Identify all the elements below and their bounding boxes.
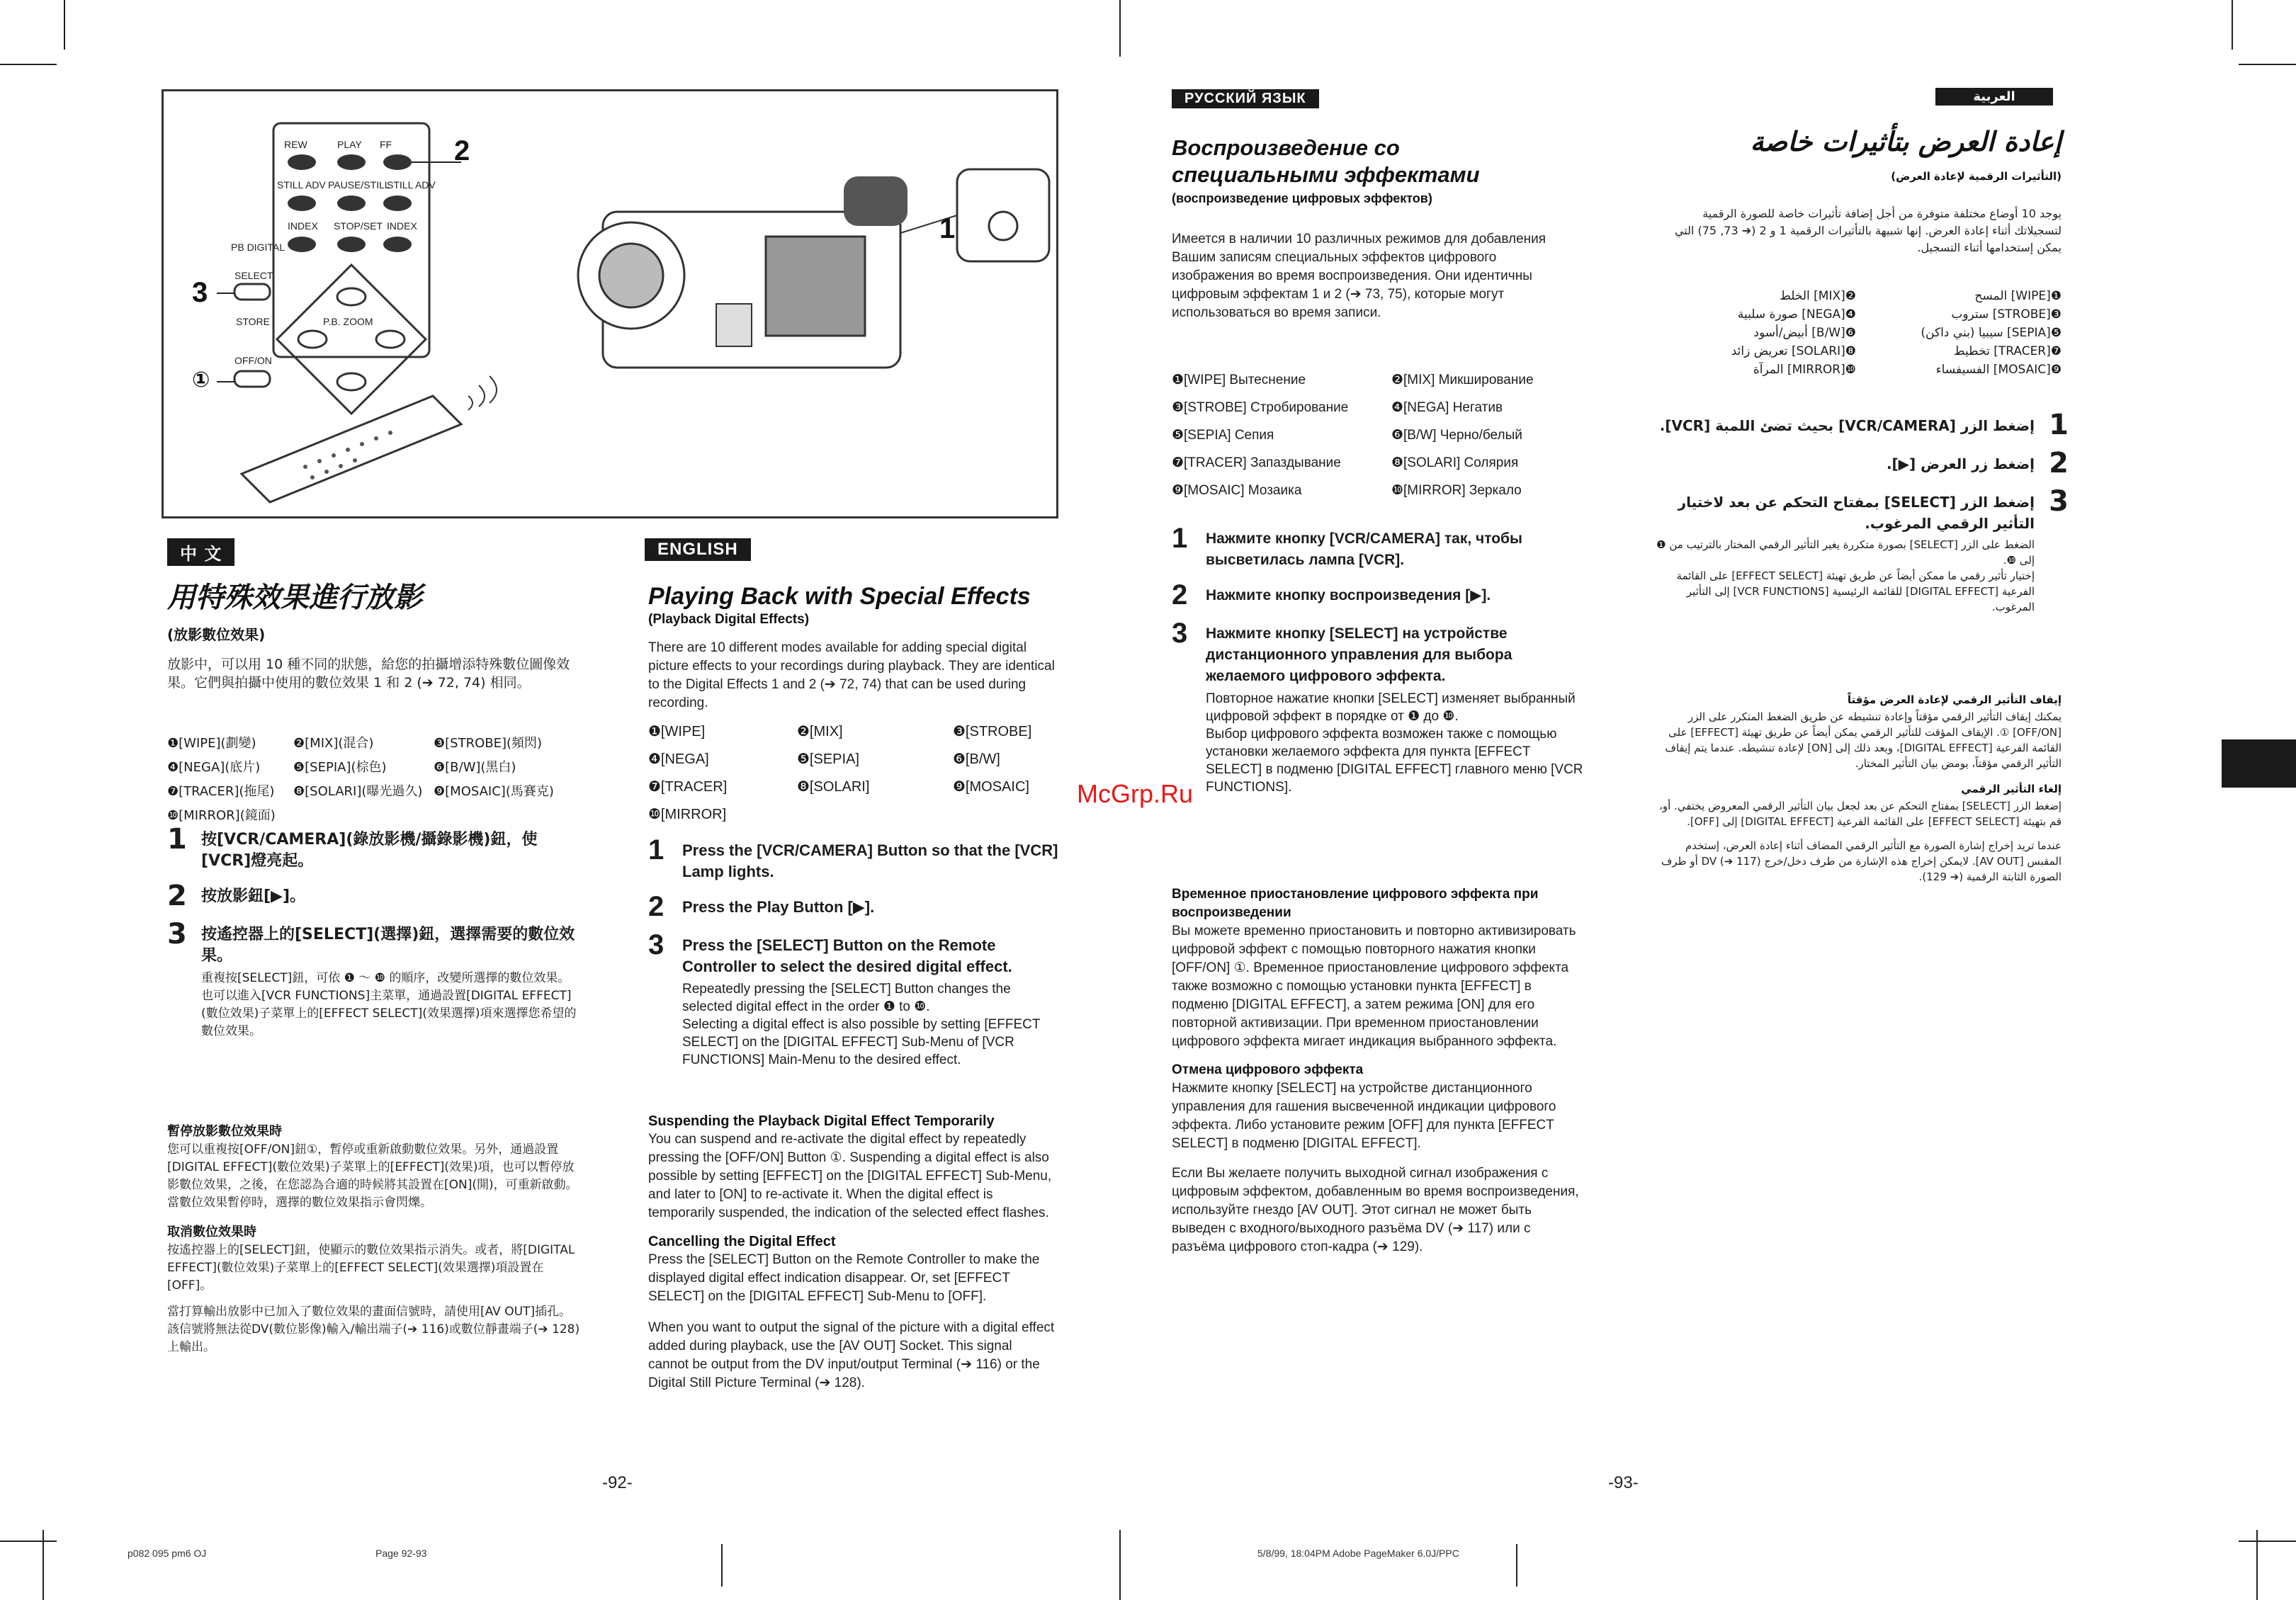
step-number: 3 <box>1172 618 1188 649</box>
footer-file: p082 095 pm6 OJ <box>128 1548 207 1559</box>
callout-2: 2 <box>454 135 470 166</box>
page-number-right: -93- <box>1608 1473 1639 1492</box>
step-text: Press the [VCR/CAMERA] Button so that the [VCR] Lamp lights. <box>682 841 1058 880</box>
step <box>648 836 1059 883</box>
arabic-sec2-body: إضغط الزر [SELECT] بمفتاح التحكم عن بعد لجعل بيان التأثير الرقمي المعروض يختفي. أو، قم بتهيئة [EFFECT SELECT] على القائمة الفرعية [DIGITAL EFFECT] إلى [OFF]. <box>1659 800 2062 828</box>
effect-item: ❻[B/W](黑白) <box>434 760 516 775</box>
crop-mark <box>0 1541 57 1542</box>
effect-item: ❹[NEGA](底片) <box>167 760 261 775</box>
effect-item: ❼[TRACER](拖尾) <box>167 784 275 799</box>
effect-item: ❾[MOSAIC] Мозаика <box>1172 483 1302 498</box>
english-subtitle: (Playback Digital Effects) <box>648 612 810 627</box>
step <box>1651 487 2069 615</box>
step <box>648 931 1059 1069</box>
russian-effects-list <box>1172 372 1590 499</box>
crop-mark <box>2239 64 2296 65</box>
effect-item: ❾[MOSAIC] <box>953 779 1029 795</box>
callout-circle-1: ① <box>192 368 210 392</box>
remote-label-rew: REW <box>284 139 307 150</box>
step-detail: Repeatedly pressing the [SELECT] Button changes the selected digital effect in the order ❶ to ❿. Selecting a digital effect is also possible by setting [EFFECT SELECT] on the [DIGITAL EFFECT] Sub-Menu of [VCR FUNCTIONS] Main-Menu to the desired effect. <box>682 982 1041 1067</box>
chinese-notes <box>167 1123 582 1365</box>
effect-item: ❻[B/W] Черно/белый <box>1391 428 1522 443</box>
russian-steps <box>1172 524 1590 806</box>
step-number: 2 <box>167 880 187 912</box>
step-number: 3 <box>2049 485 2069 518</box>
russian-sec3-body: Если Вы желаете получить выходной сигнал изображения с цифровым эффектом, добавленным во время воспроизведения, используйте гнездо [AV OUT]. Этот сигнал не может быть выведен с входного/выходного разъёма DV (➔ 117) или с разъёма цифрового стоп-кадра (➔ 129). <box>1172 1166 1579 1254</box>
step-number: 2 <box>2049 447 2069 480</box>
effect-item: ❻[B/W] <box>953 751 1000 767</box>
step-number: 1 <box>167 823 187 856</box>
english-sec2-title: Cancelling the Digital Effect <box>648 1234 836 1249</box>
step-number: 2 <box>648 891 665 922</box>
lang-tag-russian: РУССКИЙ ЯЗЫК <box>1172 89 1319 108</box>
page-number-left: -92- <box>602 1473 633 1492</box>
effect-item: ❿[MIRROR] <box>648 807 727 822</box>
arabic-steps <box>1651 411 2069 625</box>
step-number: 1 <box>1172 523 1188 554</box>
effect-item: ❽[SOLARI] <box>797 779 870 795</box>
effect-item: ❼[TRACER] Запаздывание <box>1172 455 1341 470</box>
arabic-sec1-body: يمكنك إيقاف التأثير الرقمي مؤقتاً وإعادة تنشيطه عن طريق الضغط المتكرر على الزر [OFF/ON] ①. الإيقاف المؤقت للتأثير الرقمي يمكن أيضاً عن طريق تهيئة [EFFECT] على القائمة الفرعية [DIGITAL EFFECT]، وبعد ذلك إلى [ON] لإعادة تنشيطه. عندما يتم إيقاف التأثير الرقمي مؤقتاً، يومض بيان التأثير المختار. <box>1665 710 2062 770</box>
step <box>1172 581 1590 609</box>
step <box>1172 619 1590 796</box>
step <box>167 882 585 910</box>
effect-item: ❸[STROBE] ستروب <box>1951 307 2062 322</box>
remote-label-still-adv: STILL ADV <box>277 179 326 191</box>
step <box>648 892 1059 921</box>
effect-item: ❾[MOSAIC] الفسيفساء <box>1935 363 2062 377</box>
russian-title: Воспроизведение со специальными эффектами <box>1172 135 1480 187</box>
chinese-sec1-body: 您可以重複按[OFF/ON]鈕①，暫停或重新啟動數位效果。另外，通過設置[DIGITAL EFFECT](數位效果)子菜單上的[EFFECT](效果)項，也可以暫停放影數位效果，之後，在您認為合適的時候將其設置在[ON](開)，可重新啟動。當數位效果暫停時，選擇的數位效果指示會閃爍。 <box>167 1142 578 1210</box>
russian-sec2-body: Нажмите кнопку [SELECT] на устройстве дистанционного управления для гашения высвеченной индикации цифрового эффекта. Либо установите режим [OFF] для пункта [EFFECT SELECT] в подменю [DIGITAL EFFECT]. <box>1172 1081 1556 1151</box>
step-text: Press the [SELECT] Button on the Remote Controller to select the desired digital effect. <box>682 936 1012 975</box>
effect-item: ❶[WIPE] المسح <box>1974 289 2062 303</box>
lang-tag-english: ENGLISH <box>645 538 751 561</box>
effect-item: ❿[MIRROR] المرآة <box>1753 363 1856 377</box>
remote-label-pb-zoom: P.B. ZOOM <box>323 316 373 327</box>
effect-item: ❶[WIPE](劃變) <box>167 736 256 751</box>
chinese-sec2-body: 按遙控器上的[SELECT]鈕，使顯示的數位效果指示消失。或者，將[DIGITAL EFFECT](數位效果)子菜單上的[EFFECT SELECT](效果選擇)項設置在[OFF]。 <box>167 1243 575 1293</box>
russian-sec2-title: Отмена цифрового эффекта <box>1172 1062 1364 1077</box>
lang-tag-chinese: 中 文 <box>167 538 234 566</box>
english-intro: There are 10 different modes available for adding special digital picture effects to your recordings during playback. They are identical to the Digital Effects 1 and 2 (➔ 72, 74) that can be used during recording. <box>648 640 1055 710</box>
effect-item: ❽[SOLARI](曝光過久) <box>293 784 423 799</box>
step-detail: 重複按[SELECT]鈕，可依 ❶ ～ ❿ 的順序，改變所選擇的數位效果。 也可以進入[VCR FUNCTIONS]主菜單，通過設置[DIGITAL EFFECT](數位效果)子菜單上的[EFFECT SELECT](效果選擇)項來選擇您希望的數位效果。 <box>201 971 577 1038</box>
effect-item: ❸[STROBE] <box>953 724 1032 739</box>
section-tab-marker <box>2222 739 2296 788</box>
step-number: 1 <box>2049 409 2069 441</box>
chinese-sec1-title: 暫停放影數位效果時 <box>167 1124 282 1139</box>
chinese-title: 用特殊效果進行放影 <box>167 581 422 614</box>
english-sec1-body: You can suspend and re-activate the digital effect by repeatedly pressing the [OFF/ON] Button ①. Suspending a digital effect is also possible by setting [EFFECT] on the [DIGITAL EFFECT] Sub-Menu, and later to [ON] to re-activate it. When the digital effect is temporarily suspended, the indication of the selected effect flashes. <box>648 1132 1052 1220</box>
effect-item: ❿[MIRROR](鏡面) <box>167 808 276 823</box>
step-number: 1 <box>648 834 665 866</box>
callout-1: 1 <box>939 213 956 244</box>
effect-item: ❻[B/W] أبيض/أسود <box>1753 326 1856 340</box>
lang-tag-arabic: العربية <box>1935 88 2053 106</box>
english-notes <box>648 1112 1056 1401</box>
step <box>1651 411 2069 439</box>
step-number: 2 <box>1172 579 1188 611</box>
chinese-steps <box>167 825 585 1050</box>
effect-item: ❺[SEPIA] سيبيا (بني داكن) <box>1921 326 2062 340</box>
crop-mark <box>1119 0 1121 57</box>
arabic-title: إعادة العرض بتأثيرات خاصة <box>1750 126 2062 157</box>
remote-label-select: SELECT <box>234 270 273 281</box>
effect-item: ❹[NEGA] صورة سلبية <box>1737 307 1856 322</box>
effect-item: ❼[TRACER] <box>648 779 728 795</box>
remote-label-index-2: INDEX <box>387 220 417 232</box>
arabic-sec1-title: إيقاف التأثير الرقمي لإعادة العرض مؤقتاً <box>1847 693 2062 706</box>
remote-label-play: PLAY <box>337 139 362 150</box>
step-text: 按放影鈕[▶]。 <box>201 887 306 905</box>
step <box>1172 524 1590 571</box>
english-sec1-title: Suspending the Playback Digital Effect Temporarily <box>648 1113 995 1129</box>
effect-item: ❷[MIX] الخلط <box>1780 289 1856 303</box>
chinese-effects-list <box>167 733 575 824</box>
effect-item: ❷[MIX] <box>797 724 843 739</box>
remote-label-pb-digital: PB DIGITAL <box>231 242 285 253</box>
footer-timestamp: 5/8/99, 18:04PM Adobe PageMaker 6.0J/PPC <box>1257 1548 1459 1559</box>
russian-sec1-body: Вы можете временно приостановить и повторно активизировать цифровой эффект с помощью повторного нажатия кнопки [OFF/ON] ①. Временное приостановление цифрового эффекта также возможно с помощью установки пункта [EFFECT] в подменю [DIGITAL EFFECT], а затем режима [ON] для его повторной активизации. При временном приостановлении цифрового эффекта мигает индикация выбранного эффекта. <box>1172 924 1576 1049</box>
crop-mark <box>721 1544 723 1587</box>
step-text: إضغط الزر [VCR/CAMERA] بحيث تضئ اللمبة [VCR]. <box>1659 417 2035 434</box>
russian-notes <box>1172 885 1583 1265</box>
step-text: 按遙控器上的[SELECT](選擇)鈕，選擇需要的數位效果。 <box>201 926 575 965</box>
step-text: Нажмите кнопку [VCR/CAMERA] так, чтобы высветилась лампа [VCR]. <box>1206 531 1522 568</box>
step <box>1651 447 2069 480</box>
chinese-subtitle: (放影數位效果) <box>167 626 266 643</box>
step <box>167 920 585 1040</box>
english-title: Playing Back with Special Effects <box>648 583 1031 610</box>
effect-item: ❺[SEPIA] <box>797 751 859 767</box>
step-text: Нажмите кнопку воспроизведения [▶]. <box>1206 587 1491 603</box>
effect-item: ❷[MIX] Микширование <box>1391 373 1534 387</box>
step-detail: Повторное нажатие кнопки [SELECT] изменяет выбранный цифровой эффект в порядке от ❶ до ❿. Выбор цифрового эффекта возможен также с помощью установки желаемого эффекта для пункта [EFFECT SELECT] в подменю [DIGITAL EFFECT] главного меню [VCR FUNCTIONS]. <box>1206 691 1583 795</box>
remote-label-ff: FF <box>380 139 392 150</box>
crop-mark <box>1516 1544 1517 1587</box>
step-number: 3 <box>648 929 665 960</box>
effect-item: ❺[SEPIA] Сепия <box>1172 428 1274 443</box>
step-text: Press the Play Button [▶]. <box>682 898 875 916</box>
arabic-subtitle: (التأثيرات الرقمية لإعادة العرض) <box>1891 170 2062 183</box>
effect-item: ❽[SOLARI] Солярия <box>1391 455 1519 470</box>
chinese-sec2-title: 取消數位效果時 <box>167 1225 256 1239</box>
effect-item: ❼[TRACER] تخطيط <box>1953 344 2062 358</box>
remote-label-store: STORE <box>236 316 270 327</box>
arabic-notes <box>1658 691 2062 893</box>
step-text: إضغط زر العرض [▶]. <box>1886 455 2035 472</box>
effect-item: ❹[NEGA] Негатив <box>1391 400 1503 415</box>
remote-label-off-on: OFF/ON <box>234 355 272 366</box>
russian-intro: Имеется в наличии 10 различных режимов для добавления Вашим записям специальных эффектов цифрового изображения во время воспроизведения. Они идентичны цифровым эффектам 1 и 2 (➔ 73, 75), которые могут использоваться во время записи. <box>1172 232 1546 320</box>
english-effects-list <box>648 722 1080 823</box>
effect-item: ❸[STROBE] Стробирование <box>1172 400 1349 415</box>
english-sec2-body: Press the [SELECT] Button on the Remote Controller to make the displayed digital effect indication disappear. Or, set [EFFECT SELECT] on the [DIGITAL EFFECT] Sub-Menu to [OFF]. <box>648 1252 1040 1304</box>
step-text: 按[VCR/CAMERA](錄放影機/攝錄影機)鈕，使[VCR]燈亮起。 <box>201 831 538 870</box>
step-detail: الضغط على الزر [SELECT] بصورة متكررة يغير التأثير الرقمي المختار بالترتيب من ❶ إلى ❿. إختيار تأثير رقمي ما ممكن أيضاً عن طريق تهيئة [EFFECT SELECT] على القائمة الفرعية [DIGITAL EFFECT] للقائمة الرئيسية [VCR FUNCTIONS] إلى التأثير المرغوب. <box>1656 538 2035 613</box>
effect-item: ❹[NEGA] <box>648 751 709 767</box>
arabic-intro: يوجد 10 أوضاع مختلفة متوفرة من أجل إضافة تأثيرات خاصة للصورة الرقمية لتسجيلاتك أثناء إعادة العرض. إنها شبيهة بالتأثيرات الرقمية 1 و 2 (➔ 73, 75) التي يمكن إستخدامها أثناء التسجيل. <box>1674 207 2062 254</box>
english-sec3-body: When you want to output the signal of the picture with a digital effect added during playback, use the [AV OUT] Socket. This signal cannot be output from the DV input/output Terminal (➔ 116) or the Digital Still Picture Terminal (➔ 128). <box>648 1320 1055 1390</box>
arabic-sec2-title: إلغاء التأثير الرقمي <box>1961 783 2062 795</box>
step <box>167 825 585 872</box>
effect-item: ❽[SOLARI] تعريض زائد <box>1731 344 1856 358</box>
remote-label-stop: STOP/SET <box>334 220 383 232</box>
callout-3: 3 <box>192 277 208 308</box>
arabic-sec3-body: عندما تريد إخراج إشارة الصورة مع التأثير الرقمي المضاف أثناء إعادة العرض، إستخدم المقبس [AV OUT]. لايمكن إخراج هذه الإشارة من طرف دخل/خرج DV (➔ 117) أو طرف الصورة الثابتة الرقمية (➔ 129). <box>1661 839 2062 883</box>
russian-subtitle: (воспроизведение цифровых эффектов) <box>1172 191 1432 205</box>
remote-camcorder-illustration <box>162 89 1058 518</box>
chinese-intro: 放影中，可以用 10 種不同的狀態，給您的拍攝增添特殊數位圖像效果。它們與拍攝中使用的數位效果 1 和 2 (➔ 72, 74) 相同。 <box>167 657 570 691</box>
remote-label-index: INDEX <box>288 220 318 232</box>
crop-mark <box>1119 1530 1121 1600</box>
effect-item: ❺[SEPIA](棕色) <box>293 760 387 775</box>
watermark: McGrp.Ru <box>1077 779 1194 808</box>
crop-mark <box>0 64 57 65</box>
russian-sec1-title: Временное приостановление цифрового эффекта при воспроизведении <box>1172 887 1539 920</box>
crop-mark <box>2232 0 2233 50</box>
step-number: 3 <box>167 918 187 951</box>
english-steps <box>648 836 1059 1079</box>
step-text: إضغط الزر [SELECT] بمفتاح التحكم عن بعد لاختيار التأثير الرقمي المرغوب. <box>1678 494 2035 532</box>
crop-mark <box>64 0 65 50</box>
effect-item: ❷[MIX](混合) <box>293 736 374 751</box>
remote-label-pause: PAUSE/STILL <box>328 179 390 191</box>
illustration-svg <box>164 91 1056 516</box>
chinese-sec3-body: 當打算輸出放影中已加入了數位效果的畫面信號時，請使用[AV OUT]插孔。該信號將無法從DV(數位影像)輸入/輸出端子(➔ 116)或數位靜畫端子(➔ 128)上輸出。 <box>167 1305 580 1354</box>
effect-item: ❶[WIPE] <box>648 724 706 739</box>
effect-item: ❸[STROBE](頻閃) <box>434 736 543 751</box>
remote-label-still-adv-2: STILL ADV <box>387 179 436 191</box>
footer-pages: Page 92-93 <box>375 1548 427 1559</box>
effect-item: ❶[WIPE] Вытеснение <box>1172 373 1306 387</box>
effect-item: ❾[MOSAIC](馬賽克) <box>434 784 554 799</box>
arabic-effects-list <box>1672 289 2062 377</box>
step-text: Нажмите кнопку [SELECT] на устройстве дистанционного управления для выбора желаемого цифрового эффекта. <box>1206 625 1512 684</box>
crop-mark <box>2239 1541 2296 1542</box>
effect-item: ❿[MIRROR] Зеркало <box>1391 483 1522 498</box>
